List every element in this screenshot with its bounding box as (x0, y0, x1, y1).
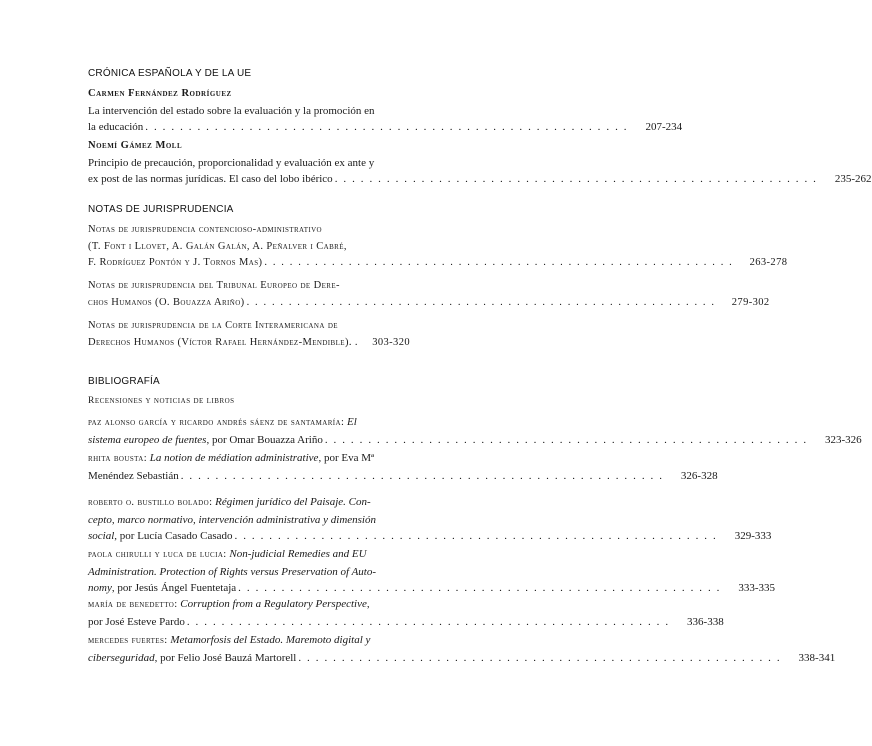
toc-entry[interactable] (88, 450, 718, 484)
toc-entry[interactable] (88, 86, 683, 136)
reviewer: , por Omar Bouazza Ariño (206, 433, 323, 446)
book-title: Administration. Protection of Rights versus Preservation of Auto- (88, 565, 377, 578)
page-range: 336-338 (687, 615, 724, 628)
entry-author: rhita bousta: (88, 453, 148, 464)
dot-leader: . . . . . . . . . . . . . . . . . . . . . . . . . . . . . . . . . . . . . . . . . . . . . . . . . . . . . . . . (180, 469, 664, 482)
reviewer: , por Jesús Ángel Fuentetaja (111, 582, 237, 594)
page-range: 333-335 (738, 582, 776, 594)
entry-title-line: Notas de jurisprudencia del Tribunal Europeo de Dere- (88, 280, 340, 291)
entry-title-line: Notas de jurisprudencia de la Corte Interamericana de (88, 320, 338, 331)
toc-entry[interactable] (88, 414, 862, 448)
page-range: 323-326 (825, 433, 862, 446)
book-title: Non-judicial Remedies and EU (229, 548, 367, 560)
toc-entry[interactable] (88, 494, 772, 545)
dot-leader: . . . . . . . . . . . . . . . . . . . . . . . . . . . . . . . . . . . . . . . . . . . . . . . . . . . . . . . . (246, 296, 716, 308)
entry-title-line: La intervención del estado sobre la evaluación y la promoción en (88, 104, 375, 117)
toc-entry[interactable] (88, 222, 788, 272)
entry-author: roberto o. bustillo bolado: (88, 497, 213, 508)
toc-entry[interactable] (88, 318, 410, 351)
page-range: 263-278 (749, 257, 788, 268)
entry-author: paola chirulli y luca de lucia: (88, 549, 227, 560)
page-range: 329-333 (734, 530, 772, 542)
book-title: Metamorfosis del Estado. Maremoto digital y (170, 634, 371, 646)
entry-title-line: (T. Font i Llovet, A. Galán Galán, A. Peñalver i Cabré, (88, 240, 347, 252)
entry-title-line: Principio de precaución, proporcionalidad y evaluación ex ante y (88, 156, 375, 169)
book-title: sistema europeo de fuentes (88, 433, 207, 446)
book-title: La notion de médiation administrative (149, 452, 319, 464)
toc-entry[interactable] (88, 278, 770, 311)
subsection-heading-recensiones: Recensiones y noticias de libros (88, 396, 235, 406)
dot-leader: . . . . . . . . . . . . . . . . . . . . . . . . . . . . . . . . . . . . . . . . . . . . . . . . . . . . . . . . (234, 530, 718, 542)
reviewer: , por Eva Mª (318, 452, 375, 464)
toc-entry[interactable] (88, 138, 872, 188)
reviewer: por José Esteve Pardo (88, 615, 185, 628)
entry-title-line: ex post de las normas jurídicas. El caso del lobo ibérico . . . . . . . . . . . . . . . . . . . . . . . . . . . . . . . . . . . . . . . . . . . . . . . . . . . . . . . . 235-262 (88, 171, 410, 188)
book-title: nomy (88, 582, 112, 594)
entry-title-line: F. Rodríguez Pontón y J. Tornos Mas) . . . . . . . . . . . . . . . . . . . . . . . . . . . . . . . . . . . . . . . . . . . . . . . . . . . . . . . . 263-278 (88, 255, 410, 272)
entry-author: Noemí Gámez Moll (88, 140, 183, 151)
dot-leader: . . . . . . . . . . . . . . . . . . . . . . . . . . . . . . . . . . . . . . . . . . . . . . . . . . . . . . . . (334, 173, 818, 185)
dot-leader: . . . . . . . . . . . . . . . . . . . . . . . . . . . . . . . . . . . . . . . . . . . . . . . . . . . . . . . . (264, 257, 734, 268)
reviewer: , (366, 598, 370, 610)
book-title: Corruption from a Regulatory Perspective (180, 598, 367, 610)
dot-leader: . . . . . . . . . . . . . . . . . . . . . . . . . . . . . . . . . . . . . . . . . . . . . . . . . . . . . . . . (186, 615, 670, 628)
page-range: 338-341 (798, 651, 836, 664)
toc-entry[interactable] (88, 596, 724, 630)
entry-title-line: chos Humanos (O. Bouazza Ariño) . . . . . . . . . . . . . . . . . . . . . . . . . . . . . . . . . . . . . . . . . . . . . . . . . . . . . . . . 279-302 (88, 295, 410, 312)
book-title: social (88, 530, 115, 542)
section-heading-bibliografia: BIBLIOGRAFÍA (88, 376, 160, 387)
entry-author: Carmen Fernández Rodríguez (88, 88, 232, 99)
book-title: El (347, 416, 357, 428)
section-heading-cronica: CRÓNICA ESPAÑOLA Y DE LA UE (88, 68, 252, 79)
page-range: 235-262 (834, 173, 872, 185)
book-title: cepto, marco normativo, intervención administrativa y dimensión (88, 513, 376, 526)
toc-entry[interactable] (88, 632, 836, 666)
book-title: Régimen jurídico del Paisaje. Con- (215, 496, 371, 508)
dot-leader: . . . . . . . . . . . . . . . . . . . . . . . . . . . . . . . . . . . . . . . . . . . . . . . . . . . . . . . . (298, 651, 782, 664)
book-title: ciberseguridad (88, 651, 155, 664)
dot-leader: . . . . . . . . . . . . . . . . . . . . . . . . . . . . . . . . . . . . . . . . . . . . . . . . . . . . . . . . (324, 433, 808, 446)
page-range: 326-328 (680, 469, 718, 482)
page-range: 207-234 (645, 121, 683, 133)
entry-author: maría de benedetto: (88, 599, 178, 610)
entry-title-line: Derechos Humanos (Víctor Rafael Hernández-Mendible). . 303-320 (88, 335, 410, 352)
entry-author: mercedes fuertes: (88, 635, 168, 646)
entry-author: paz alonso garcía y ricardo andrés sáenz de santamaría: (88, 417, 345, 428)
entry-title-line: la educación . . . . . . . . . . . . . . . . . . . . . . . . . . . . . . . . . . . . . . . . . . . . . . . . . . . . . . . . 207-234 (88, 119, 410, 136)
entry-title-line: Notas de jurisprudencia contencioso-administrativo (88, 224, 323, 235)
page-range: 279-302 (731, 296, 770, 308)
reviewer: , por Lucía Casado Casado (114, 530, 233, 542)
dot-leader: . . . . . . . . . . . . . . . . . . . . . . . . . . . . . . . . . . . . . . . . . . . . . . . . . . . . . . . . (145, 121, 629, 133)
dot-leader: . . . . . . . . . . . . . . . . . . . . . . . . . . . . . . . . . . . . . . . . . . . . . . . . . . . . . . . . (238, 582, 722, 594)
toc-entry[interactable] (88, 546, 776, 597)
reviewer: , por Felio José Bauzá Martorell (154, 651, 297, 664)
section-heading-notas: NOTAS DE JURISPRUDENCIA (88, 204, 234, 215)
reviewer: Menéndez Sebastián (88, 469, 179, 482)
page-range: 303-320 (372, 336, 410, 348)
